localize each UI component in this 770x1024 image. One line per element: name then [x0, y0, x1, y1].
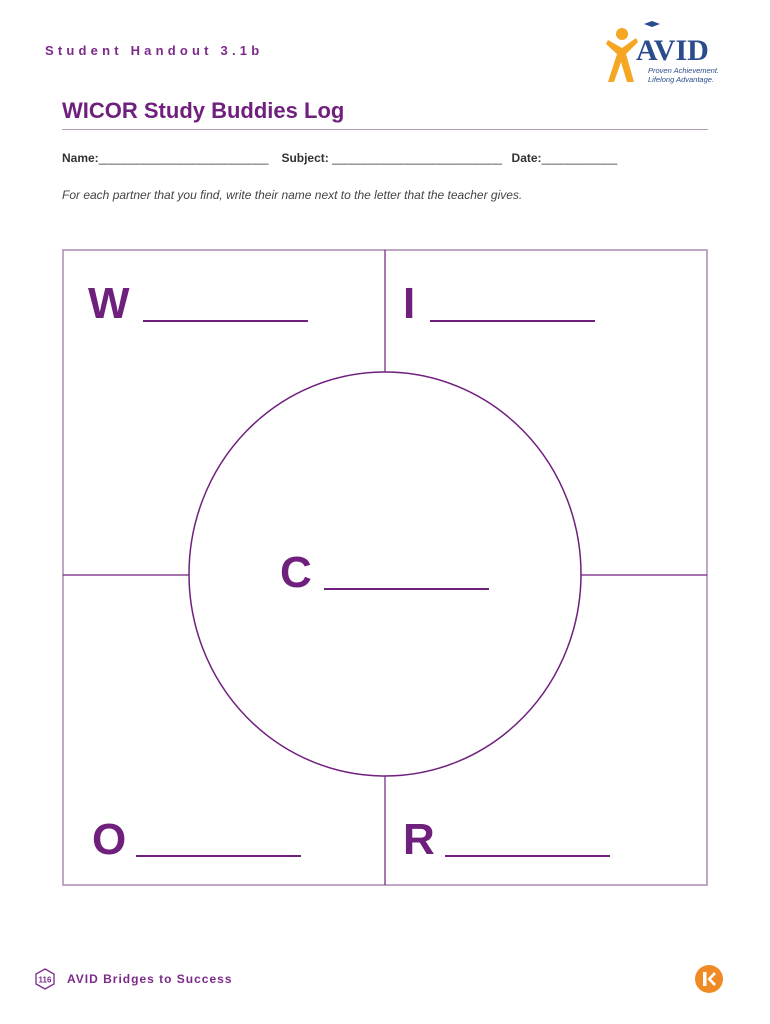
date-label: Date:	[511, 151, 542, 165]
letter-c: C	[280, 548, 312, 597]
brand-badge-icon	[694, 964, 724, 994]
letter-i: I	[403, 279, 416, 328]
name-label: Name:	[62, 151, 99, 165]
logo-tagline-2: Lifelong Advantage.	[648, 75, 715, 84]
footer-title: AVID Bridges to Success	[67, 972, 233, 986]
subject-label: Subject:	[281, 151, 329, 165]
page-number: 116	[38, 975, 52, 985]
logo-tagline-1: Proven Achievement.	[648, 66, 720, 75]
date-line: ____________	[541, 151, 617, 165]
center-circle	[189, 372, 581, 776]
letter-o: O	[92, 815, 127, 864]
letter-r: R	[403, 815, 435, 864]
blank-i[interactable]	[430, 320, 595, 322]
subject-line: ___________________________	[332, 151, 502, 165]
logo-wordmark: AVID	[636, 34, 709, 67]
blank-r[interactable]	[445, 855, 610, 857]
blank-c[interactable]	[324, 588, 489, 590]
blank-o[interactable]	[136, 855, 301, 857]
page-number-badge	[34, 968, 56, 990]
instructions: For each partner that you find, write their name next to the letter that the teacher gives.	[62, 188, 523, 202]
name-line: ___________________________	[98, 151, 269, 165]
page-title: WICOR Study Buddies Log	[62, 98, 345, 123]
blank-w[interactable]	[143, 320, 308, 322]
letter-w: W	[88, 279, 130, 328]
handout-label: Student Handout 3.1b	[45, 43, 264, 58]
